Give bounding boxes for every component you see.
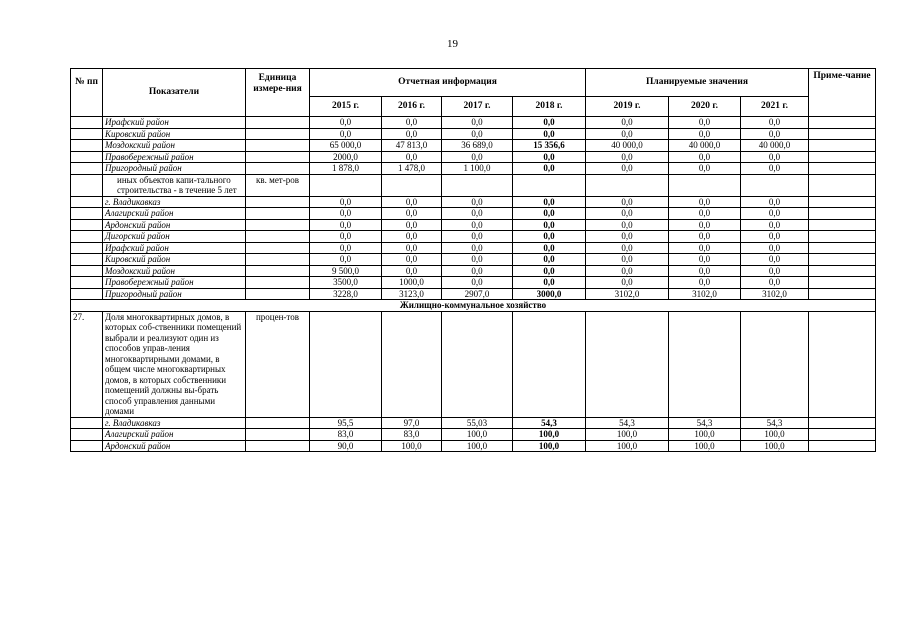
- row-number: [71, 254, 103, 266]
- value-cell: 0,0: [442, 242, 513, 254]
- value-cell: 100,0: [586, 440, 669, 452]
- indicator-label: Кировский район: [103, 128, 246, 140]
- value-cell: 0,0: [442, 128, 513, 140]
- value-cell: 0,0: [310, 196, 382, 208]
- value-cell: 0,0: [310, 219, 382, 231]
- unit-cell: [246, 242, 310, 254]
- value-cell: 0,0: [513, 277, 586, 289]
- row-number: [71, 231, 103, 243]
- indicator-label: Правобережный район: [103, 277, 246, 289]
- header-unit: Единица измере-ния: [246, 69, 310, 117]
- value-cell: 0,0: [513, 219, 586, 231]
- table-row: [71, 429, 876, 441]
- row-number: [71, 429, 103, 441]
- value-cell: 15 356,6: [513, 140, 586, 152]
- indicator-label: Ардонский район: [103, 440, 246, 452]
- note-cell: [809, 196, 876, 208]
- value-cell: [741, 311, 809, 417]
- unit-cell: [246, 196, 310, 208]
- value-cell: [382, 174, 442, 196]
- row-number: [71, 128, 103, 140]
- header-planned: Планируемые значения: [586, 69, 809, 97]
- value-cell: 0,0: [741, 219, 809, 231]
- table-row: [71, 231, 876, 243]
- value-cell: 0,0: [513, 254, 586, 266]
- value-cell: 100,0: [513, 440, 586, 452]
- value-cell: 1 878,0: [310, 163, 382, 175]
- value-cell: [310, 311, 382, 417]
- table-row: [71, 196, 876, 208]
- section-title: Жилищно-коммунальное хозяйство: [71, 300, 876, 312]
- unit-cell: [246, 288, 310, 300]
- value-cell: 100,0: [669, 440, 741, 452]
- unit-cell: [246, 128, 310, 140]
- value-cell: 40 000,0: [586, 140, 669, 152]
- unit-cell: [246, 231, 310, 243]
- table-row: [71, 163, 876, 175]
- value-cell: 83,0: [310, 429, 382, 441]
- value-cell: 40 000,0: [669, 140, 741, 152]
- note-cell: [809, 140, 876, 152]
- value-cell: 0,0: [669, 151, 741, 163]
- value-cell: 95,5: [310, 417, 382, 429]
- table-row: [71, 174, 876, 196]
- page-number: 19: [447, 38, 458, 50]
- value-cell: [310, 174, 382, 196]
- indicator-label: Пригородный район: [103, 163, 246, 175]
- row-number: [71, 242, 103, 254]
- value-cell: 0,0: [586, 163, 669, 175]
- section-row: [71, 300, 876, 312]
- indicator-label: Алагирский район: [103, 429, 246, 441]
- value-cell: 3000,0: [513, 288, 586, 300]
- value-cell: [586, 311, 669, 417]
- unit-cell: [246, 417, 310, 429]
- value-cell: [741, 174, 809, 196]
- unit-cell: [246, 219, 310, 231]
- indicator-label: Алагирский район: [103, 208, 246, 220]
- value-cell: 0,0: [741, 277, 809, 289]
- header-year: 2017 г.: [442, 97, 513, 117]
- note-cell: [809, 429, 876, 441]
- value-cell: 90,0: [310, 440, 382, 452]
- value-cell: 0,0: [741, 117, 809, 129]
- value-cell: 0,0: [741, 231, 809, 243]
- note-cell: [809, 219, 876, 231]
- value-cell: 0,0: [442, 231, 513, 243]
- note-cell: [809, 151, 876, 163]
- value-cell: 54,3: [586, 417, 669, 429]
- indicator-label: Ирафский район: [103, 242, 246, 254]
- value-cell: 0,0: [382, 242, 442, 254]
- table-row: [71, 242, 876, 254]
- value-cell: 0,0: [669, 219, 741, 231]
- indicator-label: Ардонский район: [103, 219, 246, 231]
- value-cell: 1 100,0: [442, 163, 513, 175]
- value-cell: 100,0: [442, 440, 513, 452]
- unit-cell: [246, 277, 310, 289]
- value-cell: 0,0: [513, 231, 586, 243]
- value-cell: 3500,0: [310, 277, 382, 289]
- table-row: [71, 277, 876, 289]
- value-cell: 0,0: [310, 242, 382, 254]
- value-cell: 0,0: [442, 254, 513, 266]
- unit-cell: [246, 163, 310, 175]
- value-cell: 65 000,0: [310, 140, 382, 152]
- value-cell: 0,0: [513, 163, 586, 175]
- note-cell: [809, 311, 876, 417]
- indicator-label: Дигорский район: [103, 231, 246, 243]
- value-cell: 0,0: [586, 231, 669, 243]
- value-cell: [513, 311, 586, 417]
- value-cell: 3102,0: [741, 288, 809, 300]
- value-cell: 0,0: [669, 254, 741, 266]
- value-cell: 0,0: [382, 254, 442, 266]
- row-number: [71, 417, 103, 429]
- table-row: [71, 117, 876, 129]
- note-cell: [809, 254, 876, 266]
- table-row: [71, 128, 876, 140]
- row-number: [71, 151, 103, 163]
- value-cell: 2000,0: [310, 151, 382, 163]
- value-cell: 100,0: [513, 429, 586, 441]
- header-no: № пп: [71, 69, 103, 117]
- value-cell: 40 000,0: [741, 140, 809, 152]
- value-cell: [382, 311, 442, 417]
- value-cell: 2907,0: [442, 288, 513, 300]
- value-cell: 0,0: [442, 151, 513, 163]
- value-cell: 0,0: [586, 196, 669, 208]
- value-cell: 0,0: [382, 117, 442, 129]
- value-cell: 0,0: [586, 265, 669, 277]
- table-row: [71, 265, 876, 277]
- value-cell: 0,0: [586, 151, 669, 163]
- indicator-label: г. Владикавказ: [103, 196, 246, 208]
- value-cell: 0,0: [513, 265, 586, 277]
- value-cell: [669, 174, 741, 196]
- unit-cell: [246, 151, 310, 163]
- value-cell: 0,0: [669, 163, 741, 175]
- table-row: [71, 219, 876, 231]
- value-cell: 0,0: [382, 196, 442, 208]
- value-cell: 0,0: [310, 117, 382, 129]
- row-number: [71, 196, 103, 208]
- value-cell: 0,0: [382, 231, 442, 243]
- header-year: 2021 г.: [741, 97, 809, 117]
- value-cell: 3102,0: [586, 288, 669, 300]
- value-cell: 3102,0: [669, 288, 741, 300]
- row-number: [71, 140, 103, 152]
- indicator-label: г. Владикавказ: [103, 417, 246, 429]
- table-body: [71, 117, 876, 452]
- row-number: [71, 288, 103, 300]
- indicators-table: [70, 68, 876, 452]
- value-cell: 0,0: [669, 196, 741, 208]
- value-cell: 0,0: [513, 196, 586, 208]
- value-cell: [669, 311, 741, 417]
- value-cell: 0,0: [669, 277, 741, 289]
- value-cell: 0,0: [586, 208, 669, 220]
- value-cell: 0,0: [513, 208, 586, 220]
- note-cell: [809, 208, 876, 220]
- table-row: [71, 417, 876, 429]
- header-reported: Отчетная информация: [310, 69, 586, 97]
- value-cell: 0,0: [586, 128, 669, 140]
- row-number: [71, 117, 103, 129]
- value-cell: 97,0: [382, 417, 442, 429]
- value-cell: 0,0: [382, 151, 442, 163]
- value-cell: 54,3: [513, 417, 586, 429]
- value-cell: 0,0: [741, 128, 809, 140]
- value-cell: 0,0: [310, 231, 382, 243]
- note-cell: [809, 174, 876, 196]
- table-row: [71, 208, 876, 220]
- table-row: [71, 140, 876, 152]
- value-cell: 0,0: [586, 117, 669, 129]
- value-cell: 54,3: [669, 417, 741, 429]
- value-cell: 0,0: [741, 242, 809, 254]
- row-number: [71, 277, 103, 289]
- value-cell: 100,0: [382, 440, 442, 452]
- value-cell: 0,0: [310, 208, 382, 220]
- value-cell: 1000,0: [382, 277, 442, 289]
- note-cell: [809, 231, 876, 243]
- value-cell: 0,0: [669, 128, 741, 140]
- unit-cell: [246, 440, 310, 452]
- note-cell: [809, 128, 876, 140]
- note-cell: [809, 277, 876, 289]
- row-number: [71, 208, 103, 220]
- value-cell: 55,03: [442, 417, 513, 429]
- row-number: [71, 219, 103, 231]
- value-cell: 0,0: [669, 265, 741, 277]
- value-cell: [513, 174, 586, 196]
- value-cell: 36 689,0: [442, 140, 513, 152]
- value-cell: 0,0: [442, 117, 513, 129]
- value-cell: 3123,0: [382, 288, 442, 300]
- value-cell: 0,0: [442, 196, 513, 208]
- value-cell: 0,0: [382, 219, 442, 231]
- table-row: [71, 254, 876, 266]
- unit-cell: [246, 429, 310, 441]
- value-cell: 0,0: [741, 163, 809, 175]
- table-row: [71, 151, 876, 163]
- value-cell: 0,0: [310, 128, 382, 140]
- value-cell: 47 813,0: [382, 140, 442, 152]
- indicator-label: Доля многоквартирных домов, в которых соб-ственники помещений выбрали и реализуют один из способов управ-ления многоквартирными домами, в общем числе многоквартирных домов, в которых собственники помещений должны вы-брать способ управления данными домами: [103, 311, 246, 417]
- unit-cell: [246, 254, 310, 266]
- value-cell: 0,0: [741, 208, 809, 220]
- note-cell: [809, 265, 876, 277]
- indicator-label: Ирафский район: [103, 117, 246, 129]
- row-number: [71, 265, 103, 277]
- header-indicators: Показатели: [103, 69, 246, 117]
- value-cell: 0,0: [586, 254, 669, 266]
- value-cell: 0,0: [741, 196, 809, 208]
- header-year: 2018 г.: [513, 97, 586, 117]
- indicator-label: Кировский район: [103, 254, 246, 266]
- value-cell: 83,0: [382, 429, 442, 441]
- value-cell: 0,0: [513, 151, 586, 163]
- value-cell: 100,0: [586, 429, 669, 441]
- value-cell: 3228,0: [310, 288, 382, 300]
- value-cell: [442, 311, 513, 417]
- indicator-label: Моздокский район: [103, 140, 246, 152]
- indicator-label: иных объектов капи-тального строительства - в течение 5 лет: [103, 174, 246, 196]
- row-number: 27.: [71, 311, 103, 417]
- unit-cell: [246, 140, 310, 152]
- value-cell: 0,0: [586, 277, 669, 289]
- note-cell: [809, 242, 876, 254]
- unit-cell: [246, 208, 310, 220]
- unit-cell: процен-тов: [246, 311, 310, 417]
- indicator-label: Правобережный район: [103, 151, 246, 163]
- row-number: [71, 163, 103, 175]
- value-cell: 0,0: [442, 265, 513, 277]
- value-cell: 0,0: [669, 242, 741, 254]
- value-cell: 100,0: [741, 429, 809, 441]
- value-cell: 0,0: [586, 242, 669, 254]
- header-year: 2015 г.: [310, 97, 382, 117]
- note-cell: [809, 117, 876, 129]
- value-cell: 0,0: [513, 117, 586, 129]
- unit-cell: кв. мет-ров: [246, 174, 310, 196]
- value-cell: 0,0: [310, 254, 382, 266]
- value-cell: 0,0: [669, 117, 741, 129]
- value-cell: 9 500,0: [310, 265, 382, 277]
- value-cell: 54,3: [741, 417, 809, 429]
- value-cell: 0,0: [741, 254, 809, 266]
- note-cell: [809, 417, 876, 429]
- value-cell: 1 478,0: [382, 163, 442, 175]
- value-cell: 0,0: [669, 231, 741, 243]
- value-cell: 0,0: [382, 208, 442, 220]
- value-cell: 0,0: [513, 128, 586, 140]
- unit-cell: [246, 265, 310, 277]
- value-cell: 0,0: [741, 265, 809, 277]
- value-cell: [586, 174, 669, 196]
- note-cell: [809, 288, 876, 300]
- value-cell: 0,0: [669, 208, 741, 220]
- value-cell: 0,0: [586, 219, 669, 231]
- value-cell: 0,0: [741, 151, 809, 163]
- header-note: Приме-чание: [809, 69, 876, 117]
- table-row: [71, 311, 876, 417]
- note-cell: [809, 440, 876, 452]
- value-cell: 0,0: [382, 265, 442, 277]
- table-row: [71, 288, 876, 300]
- value-cell: 0,0: [442, 219, 513, 231]
- value-cell: 100,0: [741, 440, 809, 452]
- indicator-label: Пригородный район: [103, 288, 246, 300]
- header-year: 2020 г.: [669, 97, 741, 117]
- note-cell: [809, 163, 876, 175]
- value-cell: 0,0: [442, 208, 513, 220]
- value-cell: 100,0: [442, 429, 513, 441]
- value-cell: 100,0: [669, 429, 741, 441]
- row-number: [71, 440, 103, 452]
- indicator-label: Моздокский район: [103, 265, 246, 277]
- header-year: 2019 г.: [586, 97, 669, 117]
- value-cell: [442, 174, 513, 196]
- value-cell: 0,0: [513, 242, 586, 254]
- row-number: [71, 174, 103, 196]
- table-row: [71, 440, 876, 452]
- unit-cell: [246, 117, 310, 129]
- value-cell: 0,0: [442, 277, 513, 289]
- value-cell: 0,0: [382, 128, 442, 140]
- header-year: 2016 г.: [382, 97, 442, 117]
